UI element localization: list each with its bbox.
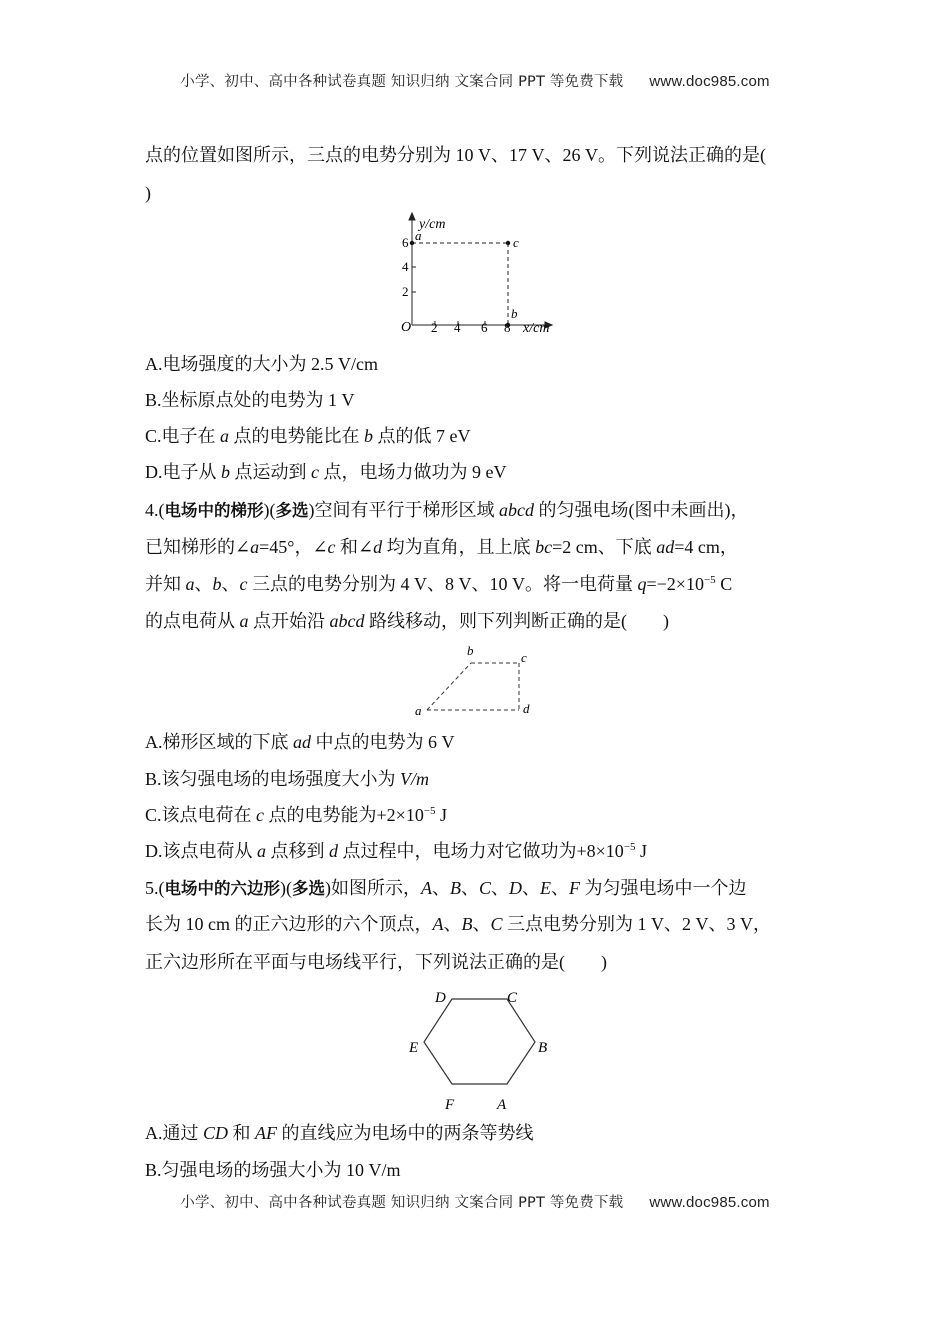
label-a: a [415, 228, 422, 243]
text-segment: 多选 [292, 879, 325, 898]
math-symbol: CD [203, 1123, 229, 1143]
text-segment: 的点电荷从 [145, 611, 240, 631]
text-segment: =2 cm、下底 [552, 537, 657, 557]
label-a: a [415, 703, 422, 718]
math-symbol: a [220, 426, 230, 446]
math-symbol: d [329, 841, 338, 861]
origin-label: O [401, 320, 412, 335]
q4-stem-4 [145, 609, 669, 633]
text-segment: J [435, 805, 448, 825]
q5-stem-3 [145, 950, 607, 974]
text-segment: 正六边形所在平面与电场线平行，下列说法正确的是( ) [145, 952, 607, 972]
q3-stem-1 [145, 143, 766, 167]
q5-option-a [145, 1121, 534, 1145]
math-symbol: abcd [499, 500, 534, 520]
text-segment: 、 [491, 878, 510, 898]
text-segment: 电场中的梯形 [164, 501, 264, 520]
point-a [410, 241, 414, 245]
text-segment: ) [145, 183, 151, 203]
math-symbol: c [327, 537, 336, 557]
q3-option-c [145, 424, 471, 448]
math-symbol: C [479, 878, 492, 898]
superscript: −5 [423, 805, 436, 817]
point-c [506, 241, 510, 245]
text-segment: 多选 [275, 501, 309, 520]
q4-stem-3 [145, 572, 732, 596]
y-tick: 2 [402, 284, 409, 299]
figure-coordinate-plot [395, 208, 560, 338]
figure-trapezoid [405, 640, 545, 720]
label-A: A [497, 1097, 507, 1113]
text-segment: D.电子从 [145, 462, 221, 482]
text-segment: 点运动到 [230, 462, 311, 482]
text-segment: 、 [472, 914, 491, 934]
text-segment: 电场中的六边形 [164, 879, 280, 898]
label-E: E [409, 1040, 419, 1056]
label-d: d [523, 701, 530, 716]
text-segment: 均为直角，且上底 [382, 537, 536, 557]
q4-option-c [145, 803, 447, 827]
figure-hexagon [395, 982, 560, 1114]
text-segment: =4 cm， [674, 537, 738, 557]
header-text: 小学、初中、高中各种试卷真题 知识归纳 文案合同 PPT 等免费下载 [180, 74, 624, 90]
q5-option-b [145, 1158, 401, 1182]
text-segment: 、 [461, 878, 479, 898]
math-symbol: b [221, 462, 230, 482]
math-symbol: D [509, 878, 523, 898]
text-segment: 三点电势分别为 1 V、2 V、3 V， [502, 914, 772, 934]
math-symbol: d [373, 537, 383, 557]
page-footer [0, 1191, 950, 1212]
label-b: b [467, 643, 474, 658]
y-tick: 6 [402, 235, 409, 250]
text-segment: A.电场强度的大小为 2.5 V/cm [145, 354, 378, 374]
text-segment: 并知 [145, 574, 186, 594]
y-tick: 4 [402, 259, 409, 274]
math-symbol: a [185, 574, 195, 594]
text-segment: B.该匀强电场的电场强度大小为 [145, 769, 401, 789]
text-segment: =45°，∠ [259, 537, 328, 557]
text-segment: C [715, 574, 733, 594]
q4-stem-2 [145, 535, 738, 559]
math-symbol: q [637, 574, 647, 594]
q3-option-d [145, 460, 507, 484]
text-segment: 点的电势能为+2×10 [264, 805, 424, 825]
text-segment: 、 [194, 574, 213, 594]
math-symbol: bc [535, 537, 553, 557]
x-tick: 8 [504, 320, 511, 335]
text-segment: 已知梯形的∠ [145, 537, 251, 557]
math-symbol: F [569, 878, 581, 898]
text-segment: 点的位置如图所示，三点的电势分别为 10 V、17 V、26 V。下列说法正确的是( [145, 145, 766, 165]
label-c: c [521, 650, 527, 665]
label-D: D [435, 990, 446, 1006]
math-symbol: A [421, 878, 432, 898]
text-segment: 的直线应为电场中的两条等势线 [277, 1123, 534, 1143]
hexagon [424, 999, 535, 1084]
q4-option-b [145, 767, 429, 791]
text-segment: 点移到 [266, 841, 329, 861]
text-segment: 中点的电势为 6 V [311, 732, 455, 752]
math-symbol: a [250, 537, 260, 557]
x-tick: 4 [454, 320, 461, 335]
y-axis-arrow [409, 213, 415, 220]
label-c: c [513, 235, 519, 250]
text-segment: 4.( [145, 500, 165, 520]
math-symbol: B [461, 914, 473, 934]
text-segment: 、 [551, 878, 570, 898]
math-symbol: abcd [329, 611, 365, 631]
q3-stem-2 [145, 181, 151, 205]
y-axis-label: y/cm [419, 217, 446, 232]
text-segment: )( [263, 500, 276, 520]
q3-option-a [145, 352, 378, 376]
q5-stem-1 [145, 876, 747, 901]
math-symbol: A [432, 914, 444, 934]
math-symbol: c [256, 805, 265, 825]
label-C: C [507, 990, 518, 1006]
x-tick: 6 [481, 320, 488, 335]
text-segment: )空间有平行于梯形区域 [308, 500, 499, 520]
x-tick: 2 [431, 320, 438, 335]
q3-option-b [145, 388, 355, 412]
text-segment: =−2×10 [646, 574, 704, 594]
text-segment: 点的低 7 eV [373, 426, 471, 446]
math-symbol: b [364, 426, 374, 446]
text-segment: C.电子在 [145, 426, 221, 446]
math-symbol: c [239, 574, 248, 594]
text-segment: 、 [443, 914, 462, 934]
text-segment: C.该点电荷在 [145, 805, 257, 825]
superscript: −5 [703, 574, 716, 586]
text-segment: 和 [228, 1123, 256, 1143]
text-segment: )如图所示， [325, 878, 421, 898]
math-symbol: a [257, 841, 266, 861]
q4-stem-1 [145, 498, 749, 523]
text-segment: D.该点电荷从 [145, 841, 257, 861]
text-segment: 点开始沿 [248, 611, 330, 631]
text-segment: A.梯形区域的下底 [145, 732, 293, 752]
text-segment: 和∠ [335, 537, 374, 557]
math-symbol: V/m [400, 769, 430, 789]
text-segment: B.匀强电场的场强大小为 10 V/m [145, 1160, 401, 1180]
text-segment: J [635, 841, 648, 861]
text-segment: 点过程中，电场力对它做功为+8×10 [338, 841, 624, 861]
text-segment: A.通过 [145, 1123, 203, 1143]
text-segment: 路线移动，则下列判断正确的是( ) [364, 611, 669, 631]
math-symbol: ad [293, 732, 311, 752]
label-B: B [538, 1040, 548, 1056]
math-symbol: E [540, 878, 552, 898]
header-url[interactable]: www.doc985.com [649, 73, 770, 90]
text-segment: 点，电场力做功为 9 eV [319, 462, 507, 482]
math-symbol: b [212, 574, 222, 594]
q5-stem-2 [145, 912, 771, 936]
math-symbol: C [490, 914, 503, 934]
label-F: F [445, 1097, 455, 1113]
x-axis-label: x/cm [523, 321, 550, 336]
text-segment: 三点的电势分别为 4 V、8 V、10 V。将一电荷量 [247, 574, 638, 594]
text-segment: 为匀强电场中一个边 [580, 878, 747, 898]
text-segment: B.坐标原点处的电势为 1 V [145, 390, 355, 410]
math-symbol: ad [656, 537, 675, 557]
footer-url[interactable]: www.doc985.com [649, 1194, 770, 1211]
superscript: −5 [623, 841, 636, 853]
q4-option-d [145, 839, 647, 863]
math-symbol: c [311, 462, 319, 482]
text-segment: 的匀强电场(图中未画出)， [534, 500, 749, 520]
text-segment: 、 [522, 878, 541, 898]
footer-text: 小学、初中、高中各种试卷真题 知识归纳 文案合同 PPT 等免费下载 [180, 1195, 624, 1211]
page-header [0, 70, 950, 91]
text-segment: )( [280, 878, 292, 898]
math-symbol: a [239, 611, 249, 631]
text-segment: 、 [221, 574, 240, 594]
text-segment: 长为 10 cm 的正六边形的六个顶点， [145, 914, 433, 934]
q4-option-a [145, 730, 455, 754]
math-symbol: AF [255, 1123, 278, 1143]
text-segment: 5.( [145, 878, 165, 898]
text-segment: 、 [432, 878, 450, 898]
math-symbol: B [450, 878, 461, 898]
edge-ab [427, 663, 471, 710]
label-b: b [511, 306, 518, 321]
text-segment: 点的电势能比在 [229, 426, 365, 446]
